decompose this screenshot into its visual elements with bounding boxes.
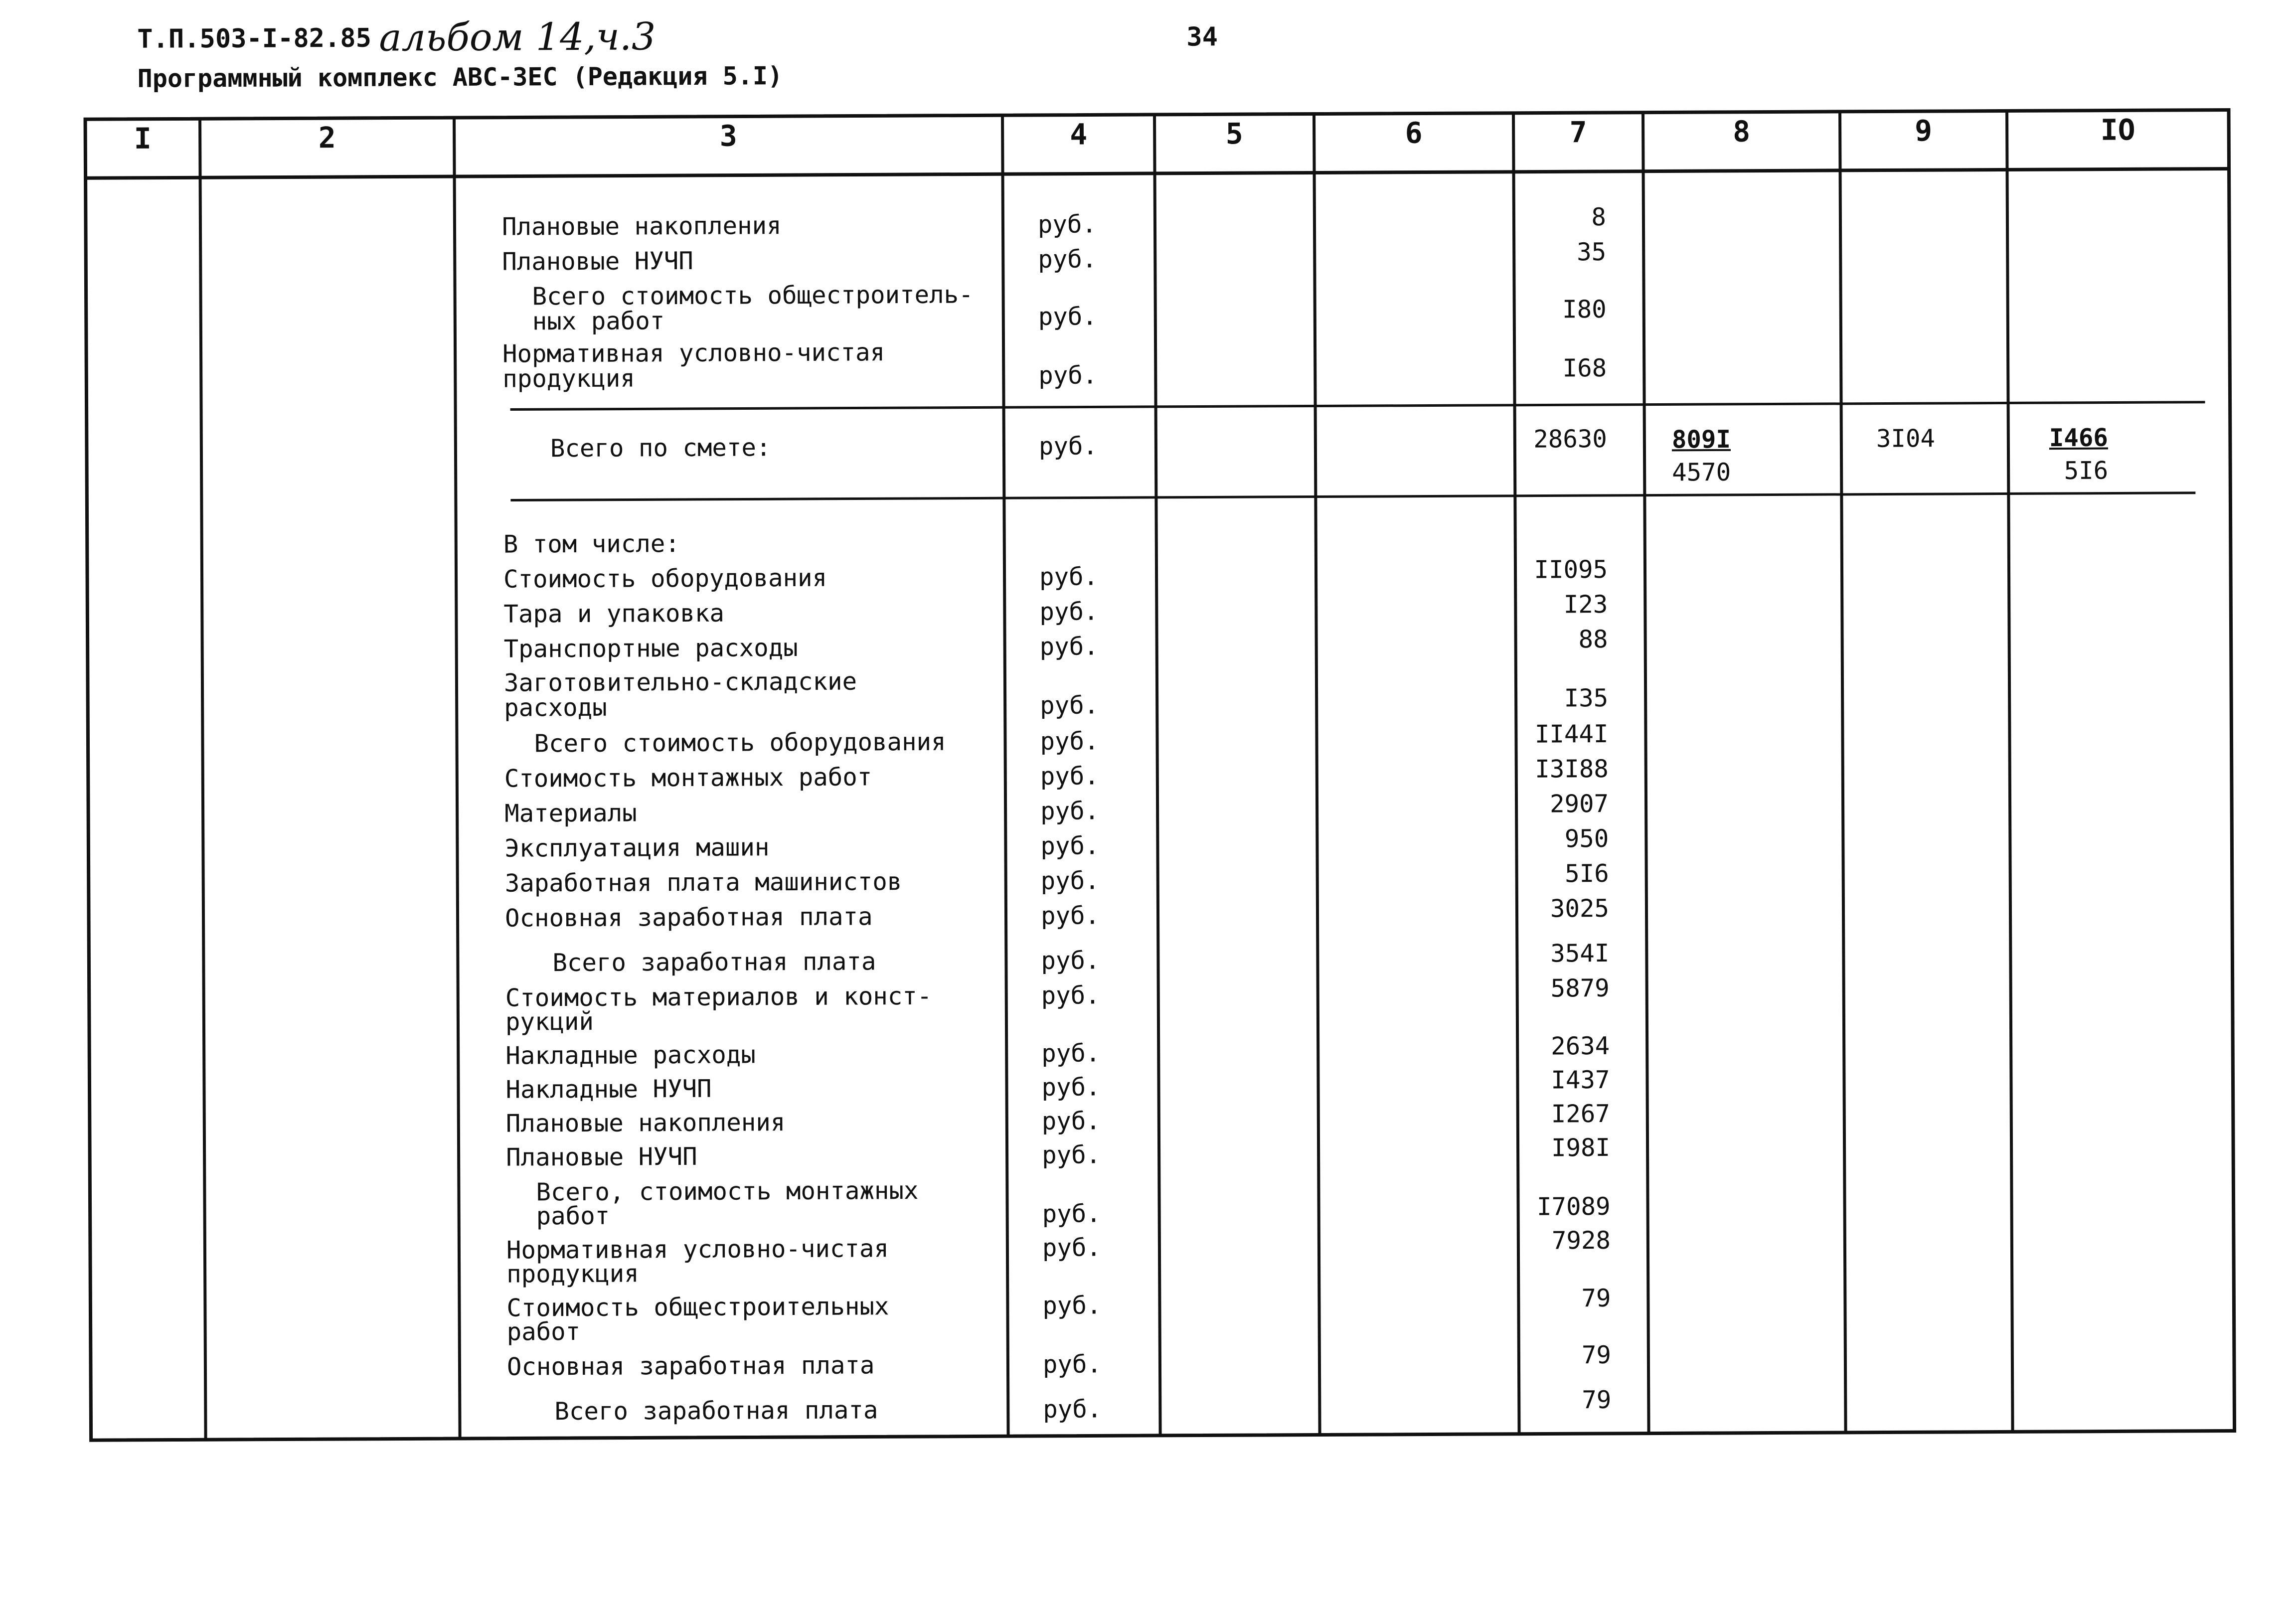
col-divider-1 (200, 119, 206, 1440)
row-name: Стоимость материалов и конст- (505, 981, 932, 1012)
row-name: Транспортные расходы (503, 634, 798, 663)
row-value: 7928 (1551, 1226, 1611, 1255)
row-unit: руб. (1041, 946, 1100, 975)
header-divider (86, 168, 2229, 178)
row-unit: руб. (1040, 866, 1100, 895)
row-unit: руб. (1042, 1140, 1101, 1169)
row-name: Стоимость общестроительных (506, 1292, 889, 1322)
row-value: I98I (1551, 1133, 1611, 1162)
row-name-cont: расходы (504, 693, 607, 722)
row-unit: руб. (1040, 831, 1100, 860)
row-unit: руб. (1042, 1199, 1101, 1228)
row-value: II095 (1534, 555, 1608, 584)
column-number-7: 7 (1569, 115, 1587, 150)
row-unit: руб. (1042, 1291, 1102, 1320)
col-divider-9 (2007, 111, 2013, 1432)
total-unit: руб. (1038, 432, 1098, 461)
row-name: Материалы (504, 799, 637, 828)
row-value: 88 (1578, 625, 1608, 654)
row-unit: руб. (1040, 901, 1100, 930)
row-name: Основная заработная плата (506, 1351, 875, 1381)
row-unit: руб. (1039, 597, 1099, 626)
row-value: 3025 (1550, 894, 1610, 923)
col-divider-7 (1643, 113, 1649, 1434)
total-col8-bottom: 4570 (1672, 458, 1731, 487)
row-name: Заработная плата машинистов (504, 867, 902, 898)
row-unit: руб. (1040, 762, 1099, 791)
row-value: I7089 (1536, 1192, 1611, 1221)
row-name: Плановые НУЧП (506, 1142, 697, 1172)
row-unit: руб. (1041, 1107, 1101, 1135)
row-unit: руб. (1041, 1039, 1101, 1068)
row-unit: руб. (1040, 797, 1100, 825)
col-divider-5 (1314, 114, 1320, 1435)
column-number-9: 9 (1915, 114, 1933, 148)
row-name: Заготовительно-складские (503, 667, 857, 697)
total-label: Всего по смете: (550, 433, 771, 463)
row-unit: руб. (1038, 245, 1097, 274)
col-divider-3 (1002, 115, 1008, 1436)
row-name: Нормативная условно-чистая (506, 1234, 889, 1265)
row-unit: руб. (1041, 981, 1100, 1010)
row-name: Тара и упаковка (503, 599, 725, 629)
row-value: II44I (1534, 719, 1609, 749)
row-unit: руб. (1043, 1395, 1102, 1424)
row-name: Всего стоимость оборудования (534, 727, 946, 758)
row-value: I23 (1563, 590, 1608, 619)
row-name-cont: рукций (505, 1007, 594, 1036)
row-unit: руб. (1041, 1073, 1101, 1102)
row-value: 79 (1581, 1284, 1611, 1313)
row-value: 79 (1581, 1340, 1612, 1370)
row-value: I3I88 (1535, 754, 1609, 784)
row-name-cont: ных работ (532, 307, 665, 336)
row-unit: руб. (1037, 210, 1097, 239)
row-unit: руб. (1038, 302, 1097, 331)
row-value: I35 (1564, 683, 1609, 713)
row-value: 2907 (1549, 789, 1609, 818)
row-value: 2634 (1551, 1031, 1610, 1061)
total-col10-bottom: 5I6 (2064, 456, 2109, 485)
page-number: 34 (1186, 22, 1218, 52)
row-name-cont: работ (506, 1317, 581, 1346)
col-divider-2 (454, 118, 460, 1439)
total-top-rule (510, 402, 2205, 410)
row-unit: руб. (1042, 1350, 1102, 1379)
row-name: Всего заработная плата (552, 947, 876, 977)
row-value: 354I (1550, 939, 1610, 968)
column-number-3: 3 (719, 119, 737, 153)
row-unit: руб. (1039, 562, 1099, 591)
column-number-4: 4 (1070, 117, 1088, 152)
total-col9: 3I04 (1876, 424, 1936, 453)
row-value: 35 (1577, 237, 1607, 267)
row-name: Стоимость оборудования (503, 563, 827, 594)
row-value: I437 (1551, 1065, 1610, 1095)
row-unit: руб. (1038, 361, 1098, 390)
including-label: В том числе: (503, 529, 680, 559)
row-name-cont: продукция (506, 1259, 639, 1289)
column-number-2: 2 (318, 121, 336, 155)
row-name: Стоимость монтажных работ (504, 763, 872, 793)
row-name-cont: продукция (502, 364, 635, 393)
row-name: Всего стоимость общестроитель- (532, 280, 974, 311)
handwritten-album-note: альбом 14,ч.3 (379, 14, 656, 60)
row-name: Эксплуатация машин (504, 833, 770, 863)
row-name: Нормативная условно-чистая (502, 338, 885, 368)
row-value: 950 (1564, 824, 1609, 853)
row-value: I68 (1562, 353, 1607, 383)
col-divider-8 (1840, 112, 1846, 1433)
column-number-10: IO (2100, 113, 2135, 147)
row-name: Основная заработная плата (504, 902, 873, 933)
row-name-cont: работ (536, 1201, 610, 1231)
row-name: Плановые НУЧП (502, 246, 693, 276)
document-code: Т.П.503-I-82.85 (137, 23, 372, 54)
row-value: I80 (1562, 295, 1607, 324)
row-name: Накладные расходы (505, 1040, 756, 1070)
row-unit: руб. (1042, 1233, 1102, 1262)
col-divider-4 (1154, 115, 1160, 1436)
row-name: Плановые накопления (505, 1108, 786, 1138)
row-name: Всего, стоимость монтажных (536, 1176, 919, 1207)
column-number-6: 6 (1405, 116, 1423, 150)
total-col10-top: I466 (2049, 423, 2108, 453)
total-value: 28630 (1533, 424, 1607, 454)
row-value: 8 (1591, 202, 1607, 232)
row-unit: руб. (1040, 727, 1099, 756)
column-number-5: 5 (1225, 117, 1243, 151)
total-col8-top: 809I (1671, 425, 1731, 454)
row-value: I267 (1551, 1099, 1610, 1129)
column-number-1: I (134, 121, 152, 156)
row-name: Всего заработная плата (554, 1396, 878, 1426)
row-value: 5I6 (1565, 859, 1609, 888)
column-number-8: 8 (1733, 114, 1751, 149)
row-value: 5879 (1550, 973, 1610, 1003)
program-title: Программный комплекс АВС-ЗЕС (Редакция 5.I) (137, 61, 783, 93)
row-unit: руб. (1040, 691, 1099, 720)
row-value: 79 (1582, 1385, 1612, 1415)
total-bottom-rule (510, 493, 2195, 500)
row-name: Плановые накопления (501, 211, 782, 241)
row-unit: руб. (1039, 632, 1099, 661)
row-name: Накладные НУЧП (505, 1074, 712, 1104)
